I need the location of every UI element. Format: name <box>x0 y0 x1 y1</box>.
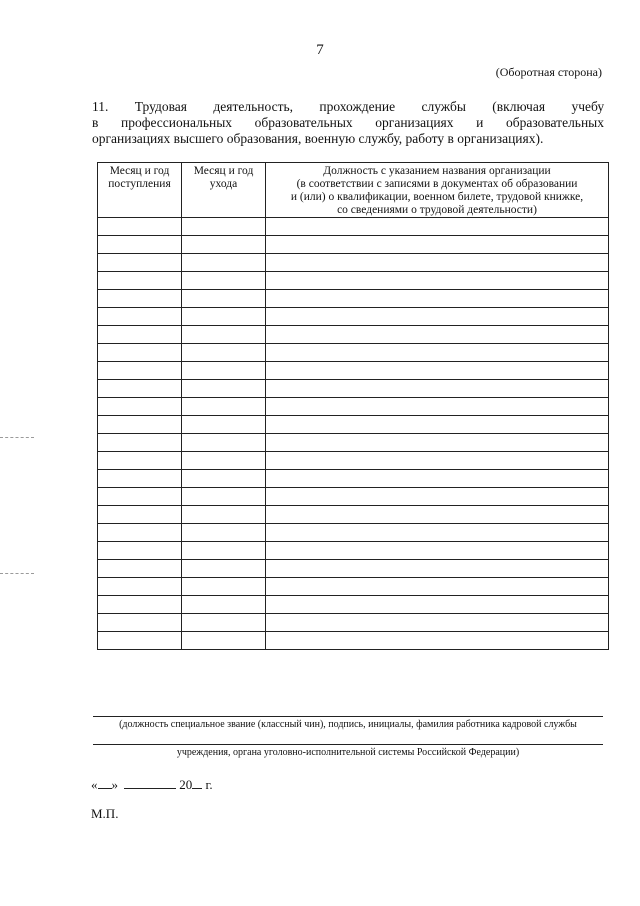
table-row <box>98 272 609 290</box>
signature-line <box>93 716 603 717</box>
table-header-row <box>98 163 609 218</box>
end-date-cell <box>182 308 266 326</box>
end-date-cell <box>182 578 266 596</box>
table-row <box>98 290 609 308</box>
position-cell <box>266 506 609 524</box>
header-start-date: Месяц и год поступления <box>98 163 182 218</box>
position-cell <box>266 614 609 632</box>
stamp-label: М.П. <box>91 806 119 821</box>
end-date-cell <box>182 488 266 506</box>
signature-caption-2: учреждения, органа уголовно-исполнительной системы Российской Федерации) <box>176 747 520 758</box>
month-blank <box>124 788 176 789</box>
position-cell <box>266 452 609 470</box>
start-date-cell <box>98 254 182 272</box>
position-cell <box>266 542 609 560</box>
scan-artifact <box>0 437 34 438</box>
end-date-cell <box>182 506 266 524</box>
table-row <box>98 542 609 560</box>
position-cell <box>266 560 609 578</box>
start-date-cell <box>98 506 182 524</box>
table-row <box>98 344 609 362</box>
position-cell <box>266 434 609 452</box>
table-row <box>98 614 609 632</box>
position-cell <box>266 380 609 398</box>
table-row <box>98 578 609 596</box>
end-date-cell <box>182 470 266 488</box>
position-cell <box>266 326 609 344</box>
table-row <box>98 416 609 434</box>
start-date-cell <box>98 488 182 506</box>
start-date-cell <box>98 218 182 236</box>
position-cell <box>266 524 609 542</box>
position-cell <box>266 236 609 254</box>
end-date-cell <box>182 362 266 380</box>
end-date-cell <box>182 434 266 452</box>
table-row <box>98 398 609 416</box>
end-date-cell <box>182 560 266 578</box>
end-date-cell <box>182 272 266 290</box>
signature-line-2 <box>93 744 603 745</box>
start-date-cell <box>98 560 182 578</box>
start-date-cell <box>98 326 182 344</box>
position-cell <box>266 578 609 596</box>
table-row <box>98 380 609 398</box>
table-row <box>98 218 609 236</box>
employment-history-table <box>97 162 609 650</box>
end-date-cell <box>182 452 266 470</box>
start-date-cell <box>98 236 182 254</box>
end-date-cell <box>182 632 266 650</box>
table-row <box>98 632 609 650</box>
day-blank <box>98 788 112 789</box>
reverse-side-note: (Оборотная сторона) <box>495 65 602 79</box>
end-date-cell <box>182 542 266 560</box>
start-date-cell <box>98 290 182 308</box>
start-date-cell <box>98 434 182 452</box>
signature-caption-1: (должность специальное звание (классный чин), подпись, инициалы, фамилия работника кадровой службы <box>119 719 577 730</box>
position-cell <box>266 254 609 272</box>
start-date-cell <box>98 416 182 434</box>
end-date-cell <box>182 380 266 398</box>
section-heading-line-3: организациях высшего образования, военную службу, работу в организациях). <box>92 131 544 146</box>
start-date-cell <box>98 542 182 560</box>
start-date-cell <box>98 362 182 380</box>
end-date-cell <box>182 524 266 542</box>
start-date-cell <box>98 344 182 362</box>
header-end-date: Месяц и год ухода <box>182 163 266 218</box>
table-row <box>98 362 609 380</box>
end-date-cell <box>182 398 266 416</box>
table-row <box>98 506 609 524</box>
position-cell <box>266 218 609 236</box>
section-heading-line-2: в профессиональных образовательных организациях и образовательных <box>92 115 605 130</box>
start-date-cell <box>98 524 182 542</box>
table-row <box>98 524 609 542</box>
start-date-cell <box>98 272 182 290</box>
page-number: 7 <box>316 42 324 58</box>
end-date-cell <box>182 254 266 272</box>
position-cell <box>266 272 609 290</box>
start-date-cell <box>98 632 182 650</box>
end-date-cell <box>182 218 266 236</box>
table-row <box>98 308 609 326</box>
table-row <box>98 326 609 344</box>
end-date-cell <box>182 416 266 434</box>
table-row <box>98 488 609 506</box>
position-cell <box>266 362 609 380</box>
table-row <box>98 434 609 452</box>
start-date-cell <box>98 470 182 488</box>
table-row <box>98 254 609 272</box>
scan-artifact <box>0 573 34 574</box>
position-cell <box>266 596 609 614</box>
position-cell <box>266 416 609 434</box>
end-date-cell <box>182 614 266 632</box>
year-blank <box>192 788 202 789</box>
start-date-cell <box>98 380 182 398</box>
start-date-cell <box>98 452 182 470</box>
table-row <box>98 596 609 614</box>
table-body <box>98 218 609 650</box>
table-row <box>98 452 609 470</box>
end-date-cell <box>182 290 266 308</box>
start-date-cell <box>98 614 182 632</box>
date-line: « » 20 г. <box>91 777 213 792</box>
table-row <box>98 236 609 254</box>
start-date-cell <box>98 578 182 596</box>
position-cell <box>266 632 609 650</box>
end-date-cell <box>182 596 266 614</box>
position-cell <box>266 290 609 308</box>
position-cell <box>266 344 609 362</box>
end-date-cell <box>182 344 266 362</box>
position-cell <box>266 488 609 506</box>
end-date-cell <box>182 236 266 254</box>
start-date-cell <box>98 398 182 416</box>
end-date-cell <box>182 326 266 344</box>
start-date-cell <box>98 596 182 614</box>
header-position: Должность с указанием названия организации (в соответствии с записями в документах об образовании и (или) о квалификации, военном билете, трудовой книжке, со сведениями о трудовой деятельности) <box>266 163 609 218</box>
position-cell <box>266 308 609 326</box>
start-date-cell <box>98 308 182 326</box>
table-row <box>98 560 609 578</box>
table-row <box>98 470 609 488</box>
position-cell <box>266 470 609 488</box>
section-heading-line-1: 11. Трудовая деятельность, прохождение службы (включая учебу <box>92 99 605 114</box>
position-cell <box>266 398 609 416</box>
